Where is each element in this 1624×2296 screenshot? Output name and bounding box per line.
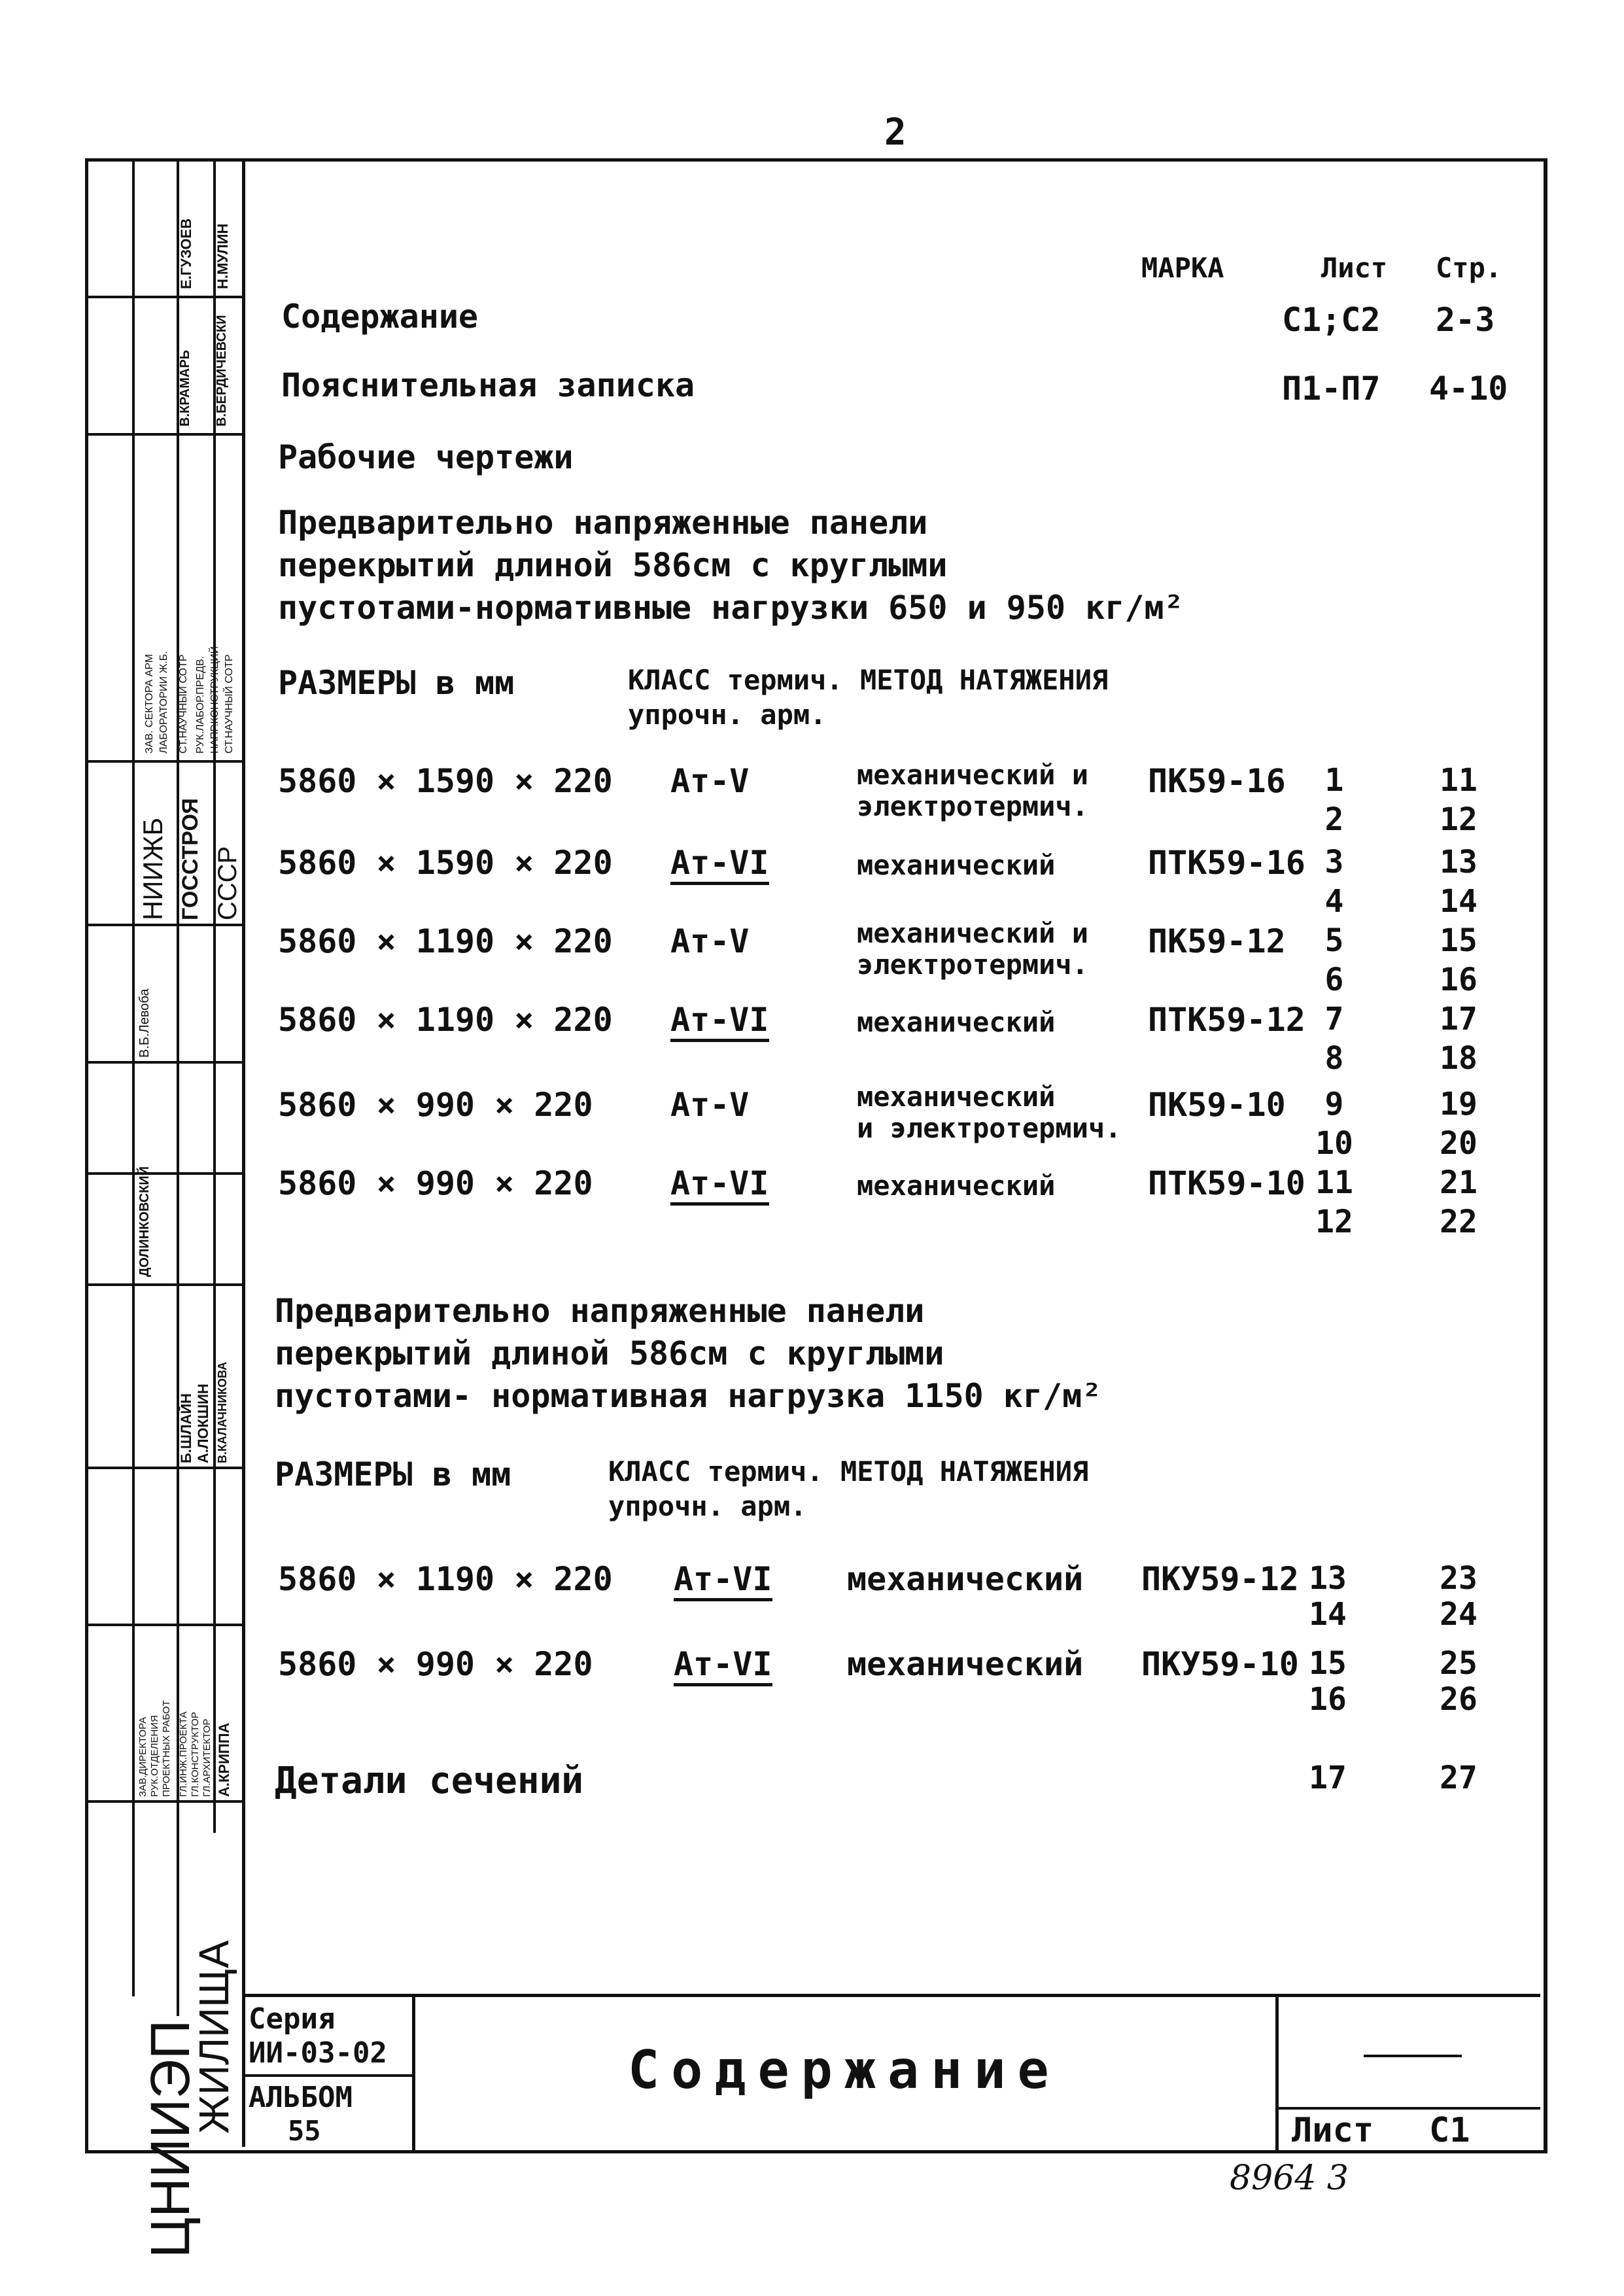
row-mark: ПК59-10 xyxy=(1148,1086,1286,1124)
section2-col-method: МЕТОД НАТЯЖЕНИЯ xyxy=(840,1455,1089,1487)
row-sheet: 1 xyxy=(1324,762,1344,799)
row-page: 23 xyxy=(1440,1560,1477,1597)
row-sheet: 7 xyxy=(1324,1001,1344,1037)
entry-note-sheet: П1-П7 xyxy=(1282,370,1381,408)
row-method: механический xyxy=(847,1560,1084,1598)
row-page: 26 xyxy=(1440,1681,1477,1718)
sheet-number: С1 xyxy=(1429,2111,1470,2150)
row-method: механический xyxy=(857,849,1056,881)
stamp-name: А.КРИППА xyxy=(216,1722,232,1797)
entry-contents: Содержание xyxy=(281,298,479,336)
row-page: 22 xyxy=(1440,1204,1477,1240)
entry-contents-sheet: С1;С2 xyxy=(1282,301,1381,339)
row-page: 11 xyxy=(1440,762,1477,799)
row-method: механический xyxy=(857,1006,1056,1038)
row-sheet: 4 xyxy=(1324,883,1344,920)
row-mark: ПК59-12 xyxy=(1148,922,1286,960)
stamp-name: А.ЛОКШИН xyxy=(195,1383,211,1463)
sheet-label: Лист xyxy=(1292,2111,1374,2150)
title-block xyxy=(242,1994,1540,2150)
stamp-institute: ГОССТРОЯ xyxy=(178,798,203,920)
series-value: ИИ-03-02 xyxy=(249,2036,387,2070)
row-page: 25 xyxy=(1440,1645,1477,1682)
section2-col-class: КЛАСС термич. xyxy=(608,1455,823,1487)
row-sheet: 13 xyxy=(1309,1560,1347,1597)
row-size: 5860 × 990 × 220 xyxy=(278,1645,593,1683)
section1-title-line: Предварительно напряженные панели xyxy=(278,504,928,542)
row-mark: ПТК59-12 xyxy=(1148,1001,1305,1039)
stamp-role: ЛАБОРАТОРИИ Ж.Б. xyxy=(158,651,169,754)
series-label: Серия xyxy=(249,2002,336,2036)
stamp-role: ГЛ.ИНЖ.ПРОЕКТА xyxy=(178,1711,189,1797)
section1-col-size: РАЗМЕРЫ в мм xyxy=(278,664,515,702)
entry-drawings: Рабочие чертежи xyxy=(278,438,574,476)
row-sheet: 14 xyxy=(1309,1596,1347,1633)
sheet-title: Содержание xyxy=(628,2040,1061,2100)
stamp-name: ДОЛИНКОВСКИЙ xyxy=(137,1166,152,1277)
stamp-name: В.КРАМАРЬ xyxy=(178,349,192,426)
entry-details: Детали сечений xyxy=(275,1760,584,1802)
row-page: 21 xyxy=(1440,1164,1477,1201)
row-size: 5860 × 990 × 220 xyxy=(278,1086,593,1124)
row-size: 5860 × 1190 × 220 xyxy=(278,1560,613,1598)
row-method: электротермич. xyxy=(857,790,1089,822)
row-method: механический и xyxy=(857,759,1089,791)
stamp-name: В.КАЛАЧНИКОВА xyxy=(216,1361,229,1463)
header-mark: МАРКА xyxy=(1141,252,1224,284)
section2-title-line: Предварительно напряженные панели xyxy=(275,1292,925,1330)
row-sheet: 15 xyxy=(1309,1645,1347,1682)
stamp-role: ПРОЕКТНЫХ РАБОТ xyxy=(161,1700,172,1797)
stamp-role: РУК.ЛАБОР.ПРЕДВ. xyxy=(195,655,206,754)
row-sheet: 9 xyxy=(1324,1086,1344,1122)
row-page: 19 xyxy=(1440,1086,1477,1122)
stamp-institute: СССР xyxy=(213,846,242,920)
stamp-role: СТ.НАУЧНЫЙ СОТР xyxy=(178,654,189,754)
row-mark: ПКУ59-10 xyxy=(1141,1645,1299,1683)
stamp-role: РУК.ОТДЕЛЕНИЯ xyxy=(149,1715,160,1797)
section1-col-method: МЕТОД НАТЯЖЕНИЯ xyxy=(860,664,1109,696)
section2-col-size: РАЗМЕРЫ в мм xyxy=(275,1455,511,1493)
stamp-role: СТ.НАУЧНЫЙ СОТР xyxy=(224,654,235,754)
row-page: 17 xyxy=(1440,1001,1477,1037)
approval-stamp xyxy=(85,158,245,2258)
row-sheet: 2 xyxy=(1324,801,1344,838)
row-class: Ат-V xyxy=(670,922,750,960)
section2-title-line: пустотами- нормативная нагрузка 1150 кг/м² xyxy=(275,1377,1102,1415)
row-sheet: 16 xyxy=(1309,1681,1347,1718)
stamp-role: НАПР.КОНСТРУКЦИЙ xyxy=(209,646,220,754)
section1-col-class: упрочн. арм. xyxy=(628,699,827,731)
row-size: 5860 × 1190 × 220 xyxy=(278,1001,613,1039)
row-class: Ат-VI xyxy=(670,844,769,885)
row-class: Ат-V xyxy=(670,1086,750,1124)
row-sheet: 3 xyxy=(1324,844,1344,880)
entry-contents-page: 2-3 xyxy=(1436,301,1495,339)
row-page: 18 xyxy=(1440,1040,1477,1077)
header-page: Стр. xyxy=(1436,252,1502,284)
row-class: Ат-VI xyxy=(674,1645,772,1686)
entry-note-page: 4-10 xyxy=(1429,370,1508,408)
row-method: и электротермич. xyxy=(857,1112,1122,1144)
entry-details-sheet: 17 xyxy=(1309,1760,1347,1796)
section2-col-class: упрочн. арм. xyxy=(608,1490,807,1522)
stamp-name: В.БЕРДИЧЕВСКИ xyxy=(215,315,229,426)
row-class: Ат-VI xyxy=(670,1001,769,1042)
row-page: 14 xyxy=(1440,883,1477,920)
sheet-cell xyxy=(1275,1997,1540,2150)
stamp-role: ЗАВ.ДИРЕКТОРА xyxy=(137,1716,148,1797)
album-value: 55 xyxy=(288,2115,321,2147)
stamp-institute: НИИЖБ xyxy=(137,817,168,920)
row-sheet: 12 xyxy=(1315,1204,1353,1240)
row-mark: ПКУ59-12 xyxy=(1141,1560,1299,1598)
row-page: 20 xyxy=(1440,1125,1477,1162)
row-page: 13 xyxy=(1440,844,1477,880)
row-method: механический xyxy=(857,1170,1056,1202)
row-class: Ат-V xyxy=(670,762,750,800)
row-mark: ПТК59-16 xyxy=(1148,844,1305,882)
row-sheet: 8 xyxy=(1324,1040,1344,1077)
row-size: 5860 × 1590 × 220 xyxy=(278,762,613,800)
page-number: 2 xyxy=(884,111,907,154)
row-class: Ат-VI xyxy=(674,1560,772,1601)
row-page: 24 xyxy=(1440,1596,1477,1633)
stamp-name: Н.МУЛИН xyxy=(215,223,231,289)
row-method: механический и xyxy=(857,917,1089,949)
row-size: 5860 × 990 × 220 xyxy=(278,1164,593,1202)
row-page: 15 xyxy=(1440,922,1477,959)
entry-details-page: 27 xyxy=(1440,1760,1477,1796)
album-label: АЛЬБОМ xyxy=(249,2081,353,2114)
stamp-role: ГЛ.КОНСТРУКТОР xyxy=(190,1712,201,1797)
row-sheet: 10 xyxy=(1315,1125,1353,1162)
row-page: 12 xyxy=(1440,801,1477,838)
stamp-org: ЦНИИЭП xyxy=(139,2019,201,2258)
stamp-role: ГЛ.АРХИТЕКТОР xyxy=(201,1718,213,1797)
row-method: механический xyxy=(847,1645,1084,1683)
row-mark: ПТК59-10 xyxy=(1148,1164,1305,1202)
row-size: 5860 × 1590 × 220 xyxy=(278,844,613,882)
stamp-name: В.Б.Левоба xyxy=(137,988,152,1058)
row-mark: ПК59-16 xyxy=(1148,762,1286,800)
row-sheet: 11 xyxy=(1315,1164,1353,1201)
stamp-role: ЗАВ. СЕКТОРА АРМ xyxy=(144,653,155,754)
stamp-name: Е.ГУЗОЕВ xyxy=(178,218,194,289)
row-size: 5860 × 1190 × 220 xyxy=(278,922,613,960)
header-sheet: Лист xyxy=(1321,252,1388,284)
row-page: 16 xyxy=(1440,962,1477,998)
row-sheet: 6 xyxy=(1324,962,1344,998)
series-cell xyxy=(242,1997,415,2150)
archive-number: 8964 3 xyxy=(1230,2159,1349,2198)
section1-col-class: КЛАСС термич. xyxy=(628,664,843,696)
section1-title-line: пустотами-нормативные нагрузки 650 и 950 кг/м² xyxy=(278,589,1184,627)
stamp-name: Б.ШЛАЙН xyxy=(178,1393,194,1463)
row-sheet: 5 xyxy=(1324,922,1344,959)
section1-title-line: перекрытий длиной 586см с круглыми xyxy=(278,546,948,584)
row-method: электротермич. xyxy=(857,948,1089,981)
entry-note: Пояснительная записка xyxy=(281,366,695,404)
section2-title-line: перекрытий длиной 586см с круглыми xyxy=(275,1334,944,1372)
row-method: механический xyxy=(857,1081,1056,1113)
stamp-org-2: ЖИЛИЩА xyxy=(190,1940,237,2134)
row-class: Ат-VI xyxy=(670,1164,769,1206)
